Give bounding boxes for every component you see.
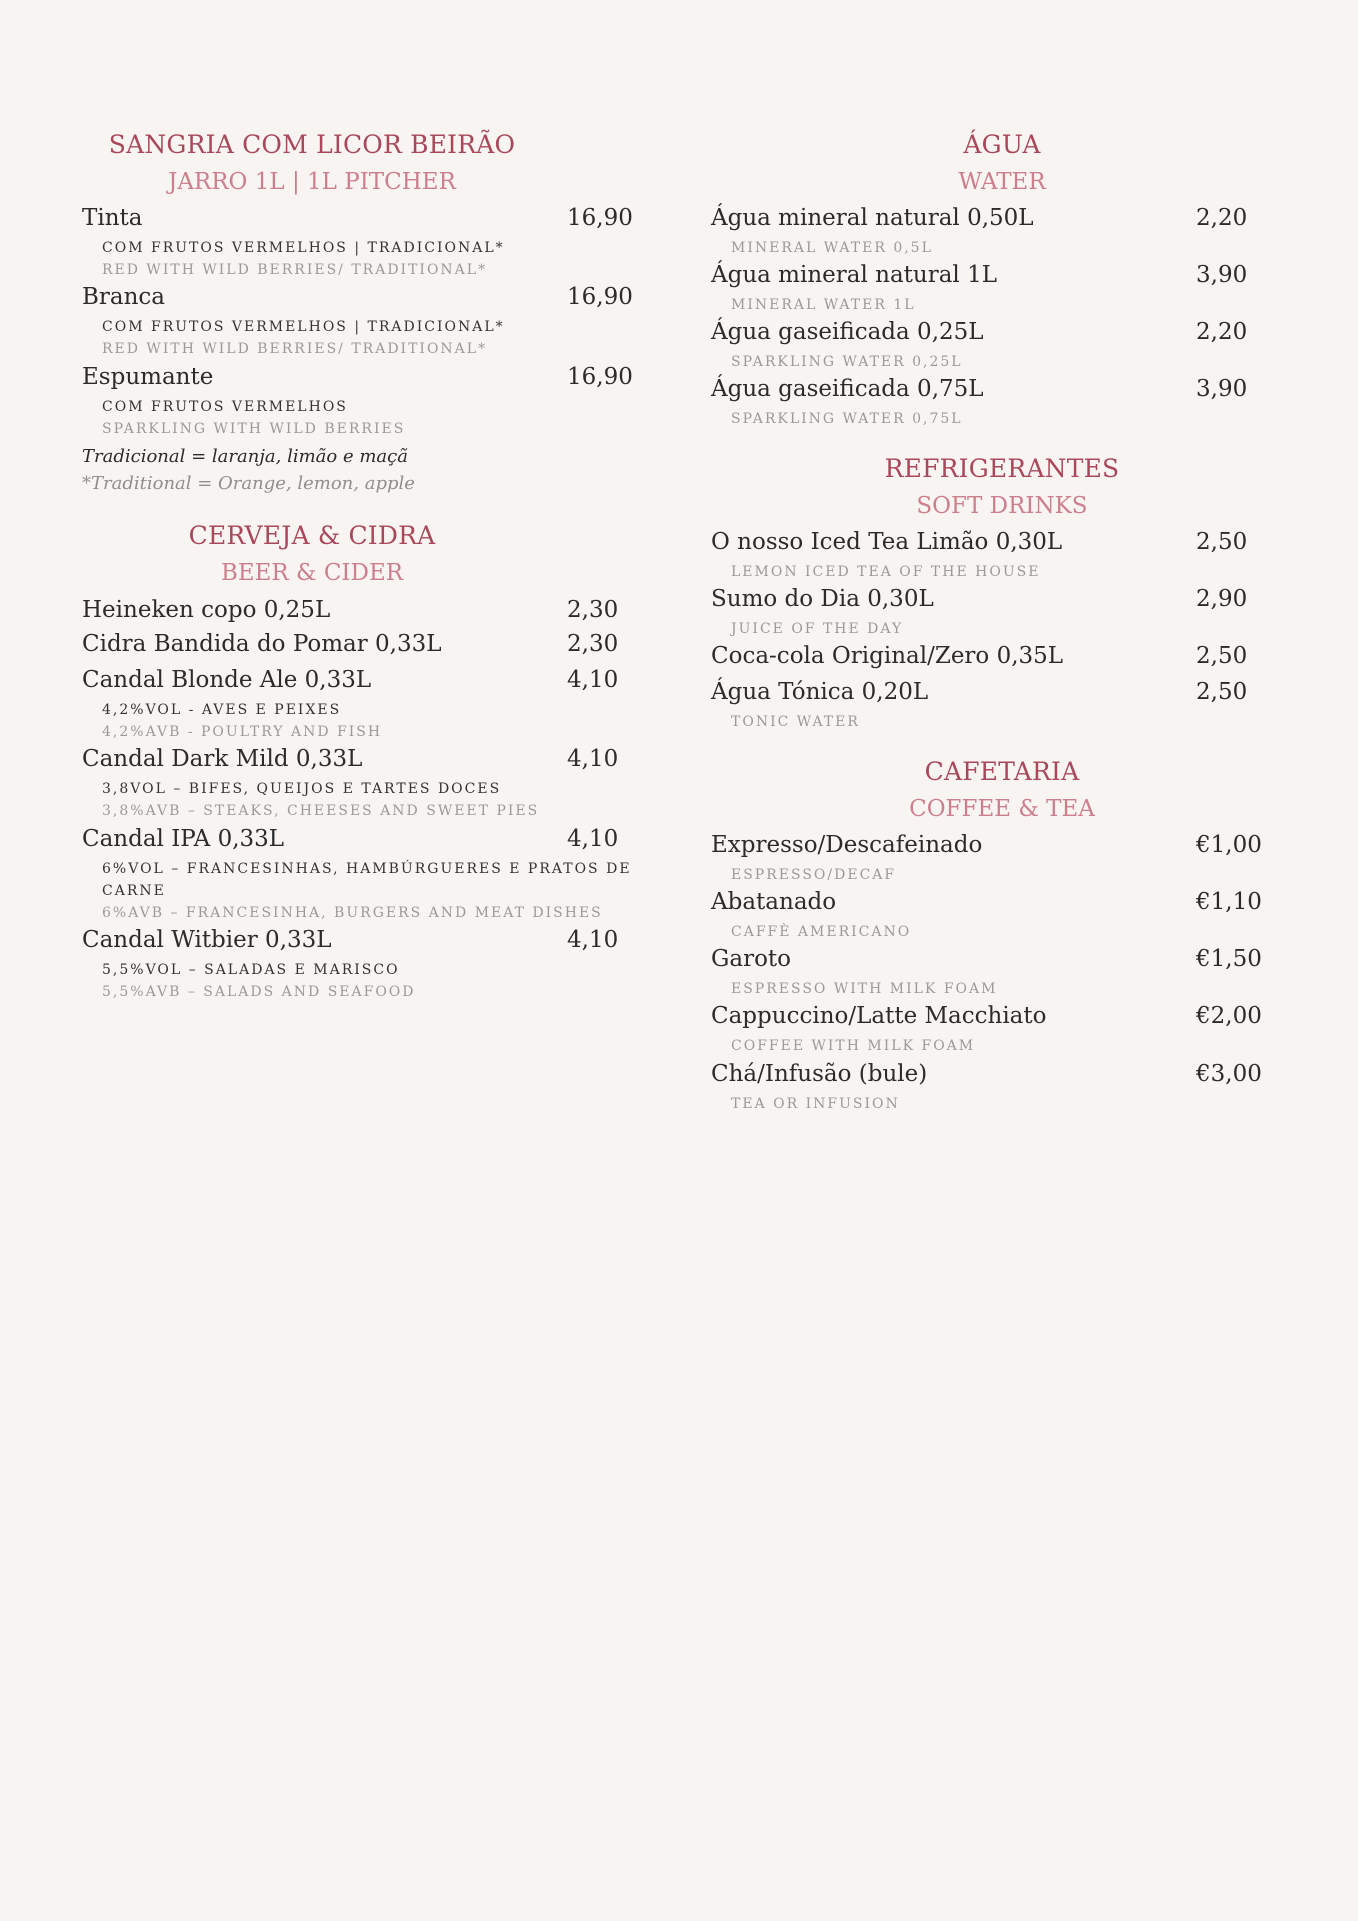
refrigerantes-item-name: Coca-cola Original/Zero 0,35L — [711, 643, 1064, 669]
agua-item-price: 3,90 — [1196, 376, 1248, 402]
cafetaria-item-name: Expresso/Descafeinado — [711, 832, 983, 858]
agua-title: ÁGUA — [963, 130, 1041, 159]
cerveja-item-desc-pt: 6%VOL – FRANCESINHAS, HAMBÚRGUERES E PRATOS DE — [102, 861, 632, 877]
sangria-item-name: Branca — [82, 284, 166, 310]
cerveja-subtitle: BEER & CIDER — [220, 560, 404, 586]
sangria-item-desc-en: SPARKLING WITH WILD BERRIES — [102, 421, 406, 437]
agua-item-price: 2,20 — [1196, 319, 1248, 345]
cerveja-item-price: 4,10 — [567, 746, 619, 772]
refrigerantes-item-desc-en: TONIC WATER — [731, 714, 860, 730]
cerveja-title: CERVEJA & CIDRA — [188, 521, 436, 550]
sangria-item-desc-pt: COM FRUTOS VERMELHOS | TRADICIONAL* — [102, 240, 505, 256]
agua-item-price: 3,90 — [1196, 262, 1248, 288]
cerveja-item-price: 2,30 — [567, 631, 619, 657]
cerveja-item-price: 4,10 — [567, 927, 619, 953]
cerveja-item-price: 4,10 — [567, 667, 619, 693]
cerveja-item-name: Candal Dark Mild 0,33L — [82, 746, 363, 772]
cerveja-item-desc-pt-cont: CARNE — [102, 883, 166, 899]
cafetaria-item-price: €1,50 — [1196, 946, 1262, 972]
agua-item-name: Água gaseificada 0,25L — [711, 319, 984, 345]
sangria-item-desc-en: RED WITH WILD BERRIES/ TRADITIONAL* — [102, 262, 488, 278]
sangria-item-price: 16,90 — [567, 364, 633, 390]
cafetaria-item-name: Chá/Infusão (bule) — [711, 1061, 928, 1087]
agua-item-name: Água mineral natural 1L — [711, 262, 997, 288]
agua-item-desc-en: SPARKLING WATER 0,25L — [731, 354, 963, 370]
cafetaria-item-desc-en: TEA OR INFUSION — [731, 1096, 900, 1112]
cerveja-item-desc-pt: 5,5%VOL – SALADAS E MARISCO — [102, 962, 400, 978]
refrigerantes-item-price: 2,50 — [1196, 679, 1248, 705]
refrigerantes-item-name: Água Tónica 0,20L — [711, 679, 929, 705]
cerveja-item-price: 2,30 — [567, 597, 619, 623]
sangria-item-price: 16,90 — [567, 284, 633, 310]
cerveja-item-desc-en: 5,5%AVB – SALADS AND SEAFOOD — [102, 984, 416, 1000]
sangria-title: SANGRIA COM LICOR BEIRÃO — [108, 130, 516, 159]
cafetaria-item-desc-en: ESPRESSO WITH MILK FOAM — [731, 981, 998, 997]
cerveja-item-name: Candal Blonde Ale 0,33L — [82, 667, 372, 693]
refrigerantes-subtitle: SOFT DRINKS — [916, 493, 1088, 519]
agua-item-desc-en: MINERAL WATER 1L — [731, 297, 916, 313]
refrigerantes-item-price: 2,50 — [1196, 643, 1248, 669]
sangria-item-name: Espumante — [82, 364, 214, 390]
cafetaria-item-desc-en: ESPRESSO/DECAF — [731, 867, 897, 883]
refrigerantes-item-name: O nosso Iced Tea Limão 0,30L — [711, 529, 1063, 555]
sangria-item-desc-pt: COM FRUTOS VERMELHOS — [102, 399, 348, 415]
agua-subtitle: WATER — [958, 169, 1046, 195]
cafetaria-title: CAFETARIA — [924, 757, 1080, 786]
refrigerantes-item-price: 2,90 — [1196, 586, 1248, 612]
sangria-subtitle: JARRO 1L | 1L PITCHER — [168, 169, 456, 195]
sangria-note-pt: Tradicional = laranja, limão e maçã — [82, 446, 408, 467]
agua-item-name: Água mineral natural 0,50L — [711, 205, 1034, 231]
agua-item-desc-en: MINERAL WATER 0,5L — [731, 240, 933, 256]
agua-item-price: 2,20 — [1196, 205, 1248, 231]
cerveja-item-desc-pt: 4,2%VOL - AVES E PEIXES — [102, 702, 342, 718]
refrigerantes-item-desc-en: JUICE OF THE DAY — [731, 621, 904, 637]
cafetaria-item-name: Garoto — [711, 946, 792, 972]
cerveja-item-desc-pt: 3,8VOL – BIFES, QUEIJOS E TARTES DOCES — [102, 781, 502, 797]
refrigerantes-item-desc-en: LEMON ICED TEA OF THE HOUSE — [731, 564, 1041, 580]
refrigerantes-item-price: 2,50 — [1196, 529, 1248, 555]
cerveja-item-price: 4,10 — [567, 826, 619, 852]
sangria-item-desc-pt: COM FRUTOS VERMELHOS | TRADICIONAL* — [102, 319, 505, 335]
cerveja-item-name: Heineken copo 0,25L — [82, 597, 331, 623]
cerveja-item-name: Cidra Bandida do Pomar 0,33L — [82, 631, 442, 657]
sangria-note-en: *Traditional = Orange, lemon, apple — [82, 473, 415, 494]
cerveja-item-name: Candal Witbier 0,33L — [82, 927, 332, 953]
sangria-item-name: Tinta — [82, 205, 143, 231]
cerveja-item-desc-en: 4,2%AVB - POULTRY AND FISH — [102, 724, 383, 740]
cerveja-item-desc-en: 3,8%AVB – STEAKS, CHEESES AND SWEET PIES — [102, 803, 540, 819]
sangria-item-price: 16,90 — [567, 205, 633, 231]
cafetaria-item-price: €1,00 — [1196, 832, 1262, 858]
cafetaria-item-name: Cappuccino/Latte Macchiato — [711, 1003, 1047, 1029]
cerveja-item-desc-en: 6%AVB – FRANCESINHA, BURGERS AND MEAT DISHES — [102, 905, 603, 921]
refrigerantes-item-name: Sumo do Dia 0,30L — [711, 586, 934, 612]
cafetaria-item-name: Abatanado — [711, 889, 837, 915]
refrigerantes-title: REFRIGERANTES — [884, 454, 1120, 483]
agua-item-name: Água gaseificada 0,75L — [711, 376, 984, 402]
cerveja-item-name: Candal IPA 0,33L — [82, 826, 285, 852]
cafetaria-item-price: €3,00 — [1196, 1061, 1262, 1087]
cafetaria-item-desc-en: COFFEE WITH MILK FOAM — [731, 1038, 976, 1054]
agua-item-desc-en: SPARKLING WATER 0,75L — [731, 411, 963, 427]
cafetaria-item-desc-en: CAFFÈ AMERICANO — [731, 924, 912, 940]
cafetaria-item-price: €1,10 — [1196, 889, 1262, 915]
sangria-item-desc-en: RED WITH WILD BERRIES/ TRADITIONAL* — [102, 341, 488, 357]
cafetaria-subtitle: COFFEE & TEA — [909, 796, 1095, 822]
cafetaria-item-price: €2,00 — [1196, 1003, 1262, 1029]
